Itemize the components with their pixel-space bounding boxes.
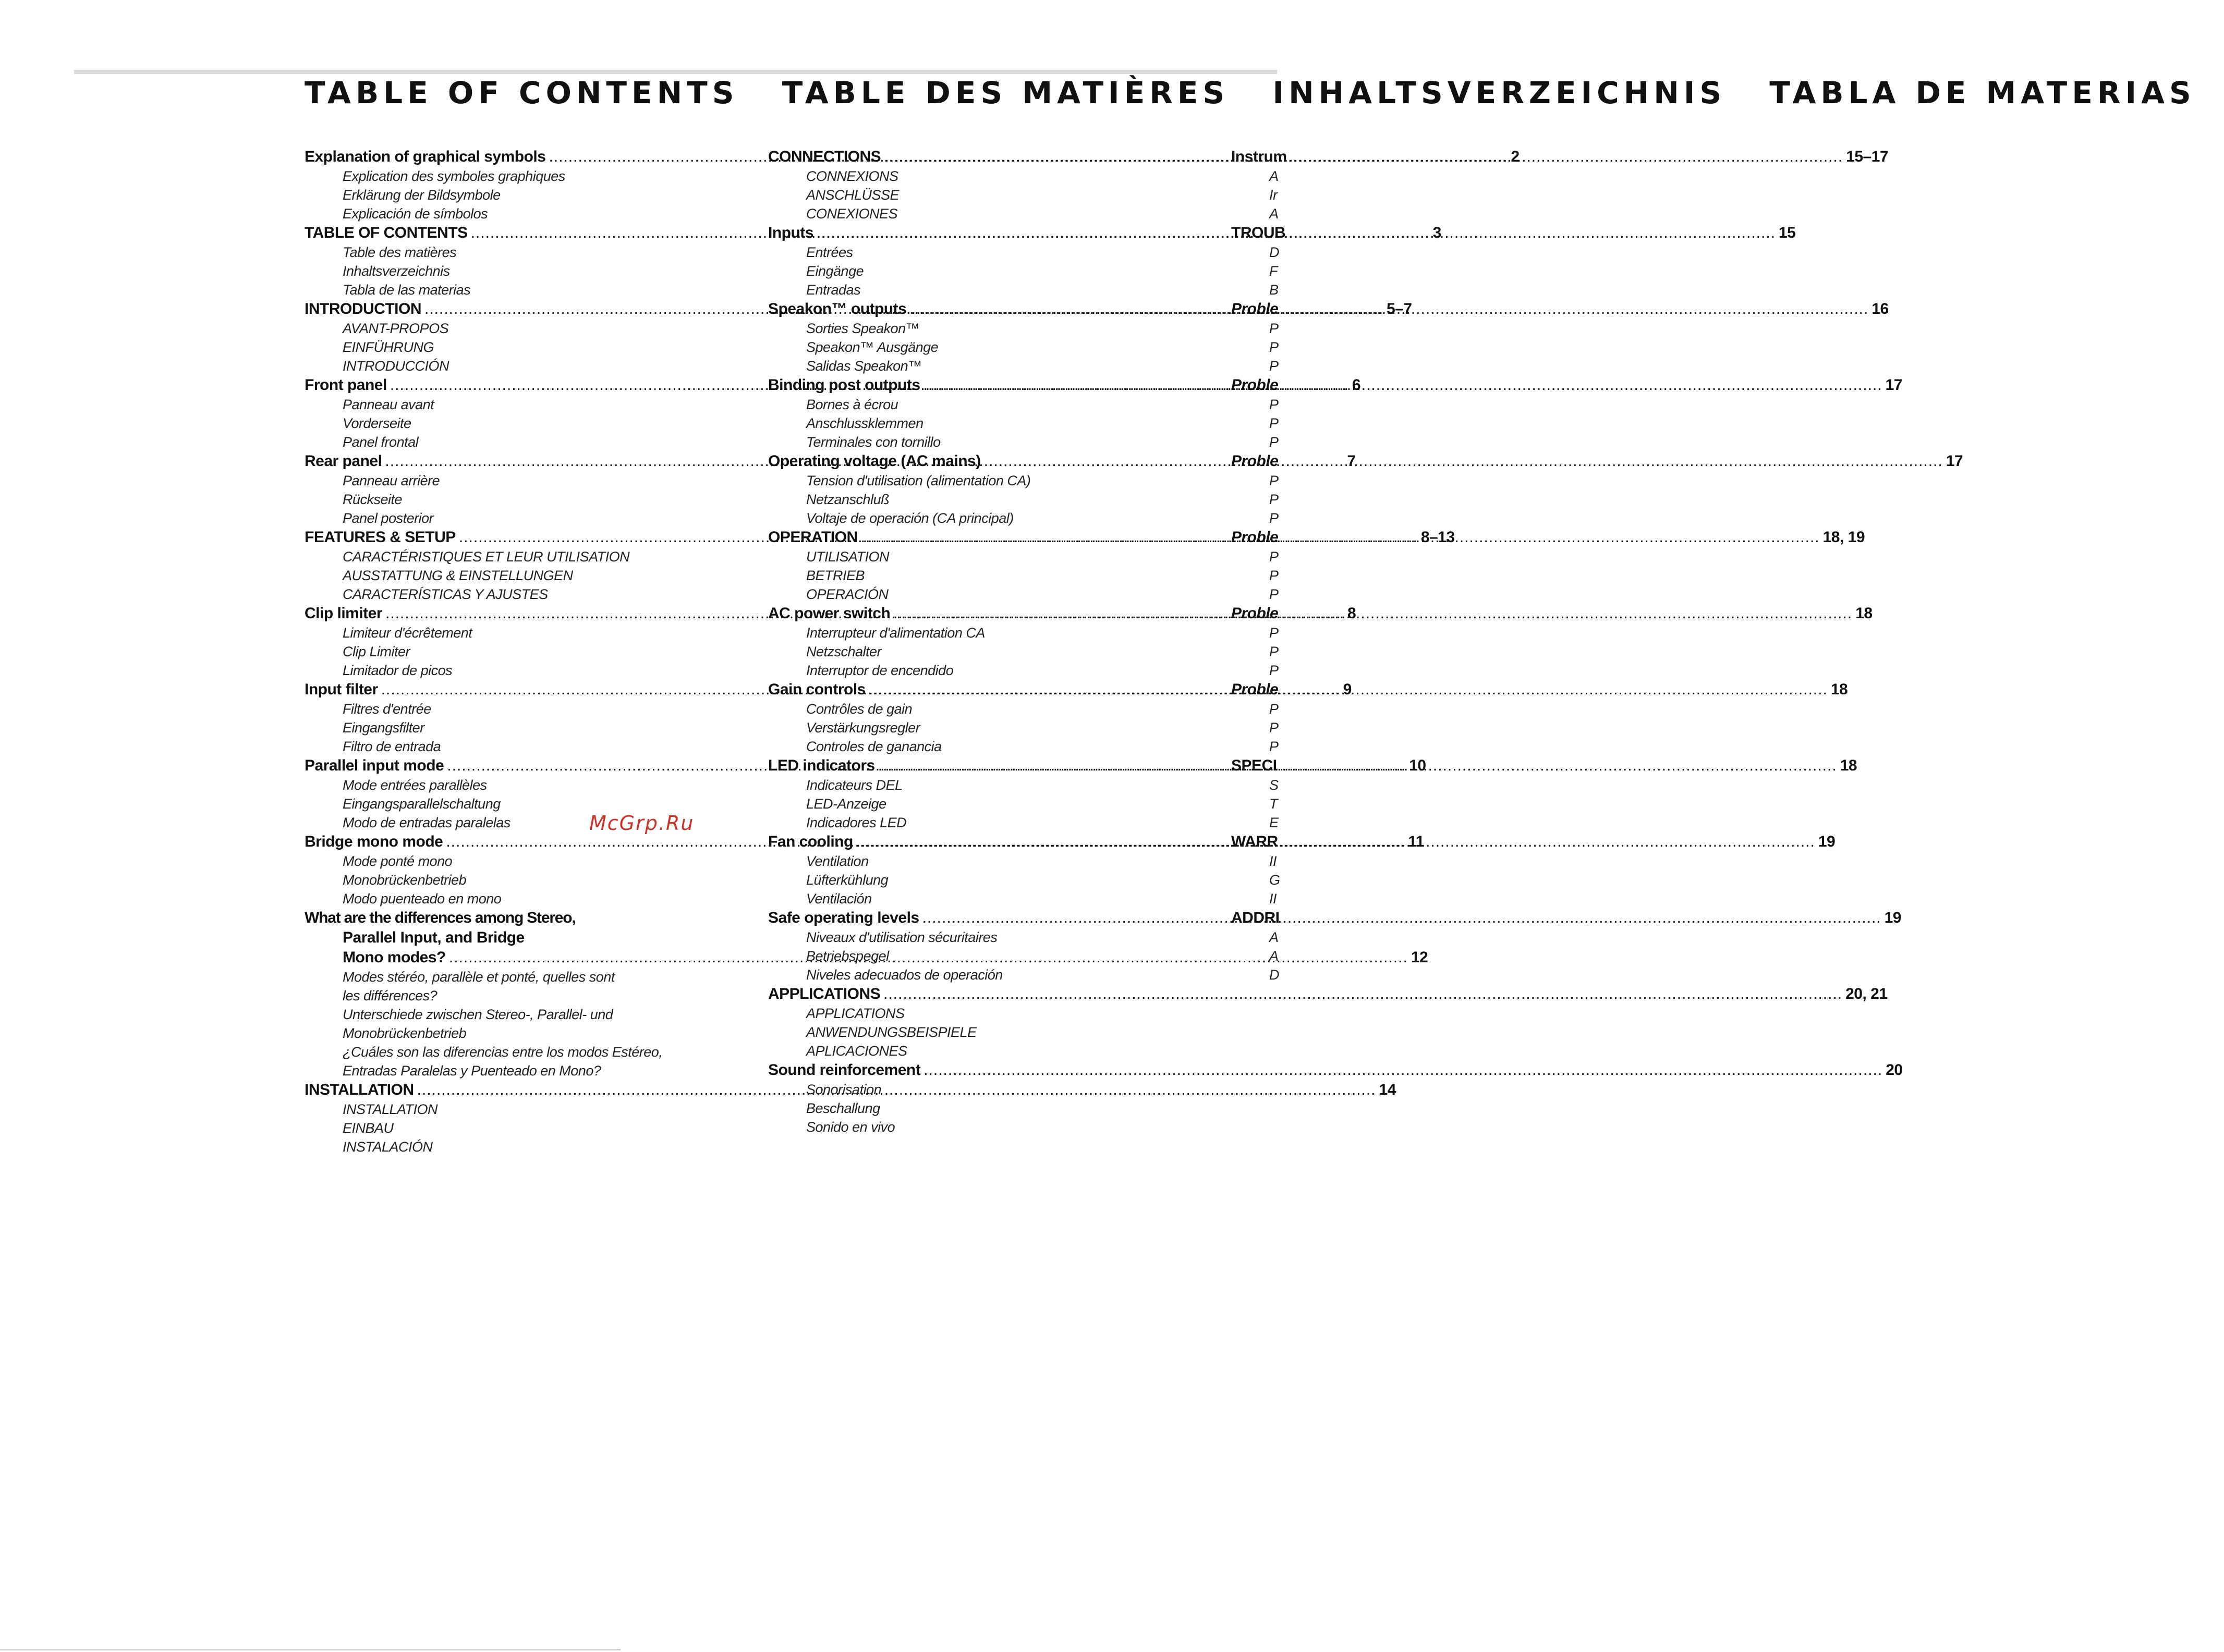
- toc-subentry: P: [1269, 701, 1279, 717]
- toc-subentry: Terminales con tornillo: [806, 434, 941, 450]
- toc-subentry: Panneau avant: [343, 397, 434, 412]
- toc-subentry: P: [1269, 510, 1279, 526]
- toc-subentry: P: [1269, 644, 1279, 659]
- toc-entry-title: Speakon™ outputs: [768, 300, 907, 317]
- header-title-es: TABLA DE MATERIAS: [1769, 75, 2196, 111]
- toc-subentry: Verstärkungsregler: [806, 720, 920, 736]
- toc-subentry: AVANT-PROPOS: [343, 321, 449, 336]
- toc-entry-title: What are the differences among Stereo,: [305, 909, 576, 926]
- toc-subentry: Entrées: [806, 244, 853, 260]
- toc-subentry: Ventilation: [806, 853, 869, 869]
- toc-subentry: P: [1269, 625, 1279, 641]
- toc-entry-title: Explanation of graphical symbols: [305, 148, 546, 165]
- toc-subentry: Indicadores LED: [806, 815, 907, 830]
- toc-subentry: EINFÜHRUNG: [343, 339, 434, 355]
- toc-subentry: Niveles adecuados de operación: [806, 967, 1003, 983]
- toc-entry-page: 19: [1818, 833, 1836, 850]
- toc-subentry: Eingänge: [806, 263, 864, 279]
- toc-entry-differences-line2[interactable]: [305, 928, 656, 948]
- toc-subentry: Netzanschluß: [806, 492, 890, 507]
- toc-subentry: Mode entrées parallèles: [343, 777, 487, 793]
- toc-subentry: S: [1269, 777, 1279, 793]
- toc-subentry: Voltaje de operación (CA principal): [806, 510, 1014, 526]
- toc-entry-title: OPERATION: [768, 529, 858, 546]
- toc-subentry: BETRIEB: [806, 568, 865, 583]
- toc-entry-title: Binding post outputs: [768, 376, 920, 394]
- toc-entry-page: 8–13: [1420, 529, 1455, 546]
- toc-entry[interactable]: [768, 1060, 1903, 1080]
- toc-subentry: P: [1269, 473, 1279, 488]
- toc-subentry: Limitador de picos: [343, 663, 453, 678]
- toc-entry-clipped[interactable]: [1231, 375, 1294, 395]
- toc-subentry: Clip Limiter: [343, 644, 410, 659]
- toc-subentry: Beschallung: [806, 1100, 880, 1116]
- toc-entry-title: Proble: [1231, 605, 1279, 622]
- toc-subentry: Eingangsfilter: [343, 720, 424, 736]
- toc-subentry: A: [1269, 168, 1279, 184]
- toc-subentry: Entradas Paralelas y Puenteado en Mono?: [343, 1063, 601, 1079]
- toc-subentry: P: [1269, 739, 1279, 754]
- toc-entry-page: 16: [1871, 300, 1889, 317]
- toc-subentry: P: [1269, 492, 1279, 507]
- toc-subentry: Filtres d'entrée: [343, 701, 431, 717]
- toc-subentry: ¿Cuáles son las diferencias entre los modos Estéreo,: [343, 1044, 663, 1060]
- toc-entry-title: Instrum: [1231, 148, 1287, 165]
- toc-subentry: Lüfterkühlung: [806, 872, 889, 888]
- dot-leader: [817, 223, 1776, 243]
- toc-subentry: D: [1269, 244, 1279, 260]
- toc-entry-title: Parallel input mode: [305, 757, 444, 774]
- toc-subentry: B: [1269, 282, 1279, 298]
- toc-entry-clipped[interactable]: [1231, 451, 1294, 471]
- toc-entry-title: CONNECTIONS: [768, 148, 881, 165]
- toc-entry-title: ADDRI: [1231, 909, 1280, 926]
- toc-subentry: P: [1269, 549, 1279, 565]
- toc-subentry: E: [1269, 815, 1279, 830]
- toc-entry-page: 14: [1379, 1081, 1396, 1098]
- toc-subentry: Controles de ganancia: [806, 739, 942, 754]
- toc-entry-title: Bridge mono mode: [305, 833, 443, 850]
- toc-subentry: Anschlussklemmen: [806, 415, 923, 431]
- toc-entry-title: Mono modes?: [343, 949, 446, 966]
- toc-subentry: Modo de entradas paralelas: [343, 815, 511, 830]
- toc-subentry: Filtro de entrada: [343, 739, 441, 754]
- toc-entry-clipped[interactable]: [1231, 756, 1294, 776]
- toc-entry-page: 6: [1352, 376, 1361, 394]
- bottom-rule: [0, 1649, 621, 1650]
- toc-subentry: Interrupteur d'alimentation CA: [806, 625, 985, 641]
- toc-subentry: P: [1269, 663, 1279, 678]
- toc-entry-page: 2: [1511, 148, 1520, 165]
- toc-subentry: les différences?: [343, 988, 437, 1004]
- toc-subentry: CONNEXIONS: [806, 168, 898, 184]
- toc-subentry: T: [1269, 796, 1278, 812]
- toc-subentry: Tension d'utilisation (alimentation CA): [806, 473, 1031, 488]
- toc-entry-title: Proble: [1231, 452, 1279, 470]
- toc-entry-page: 20: [1886, 1061, 1903, 1079]
- toc-entry-title: Proble: [1231, 681, 1279, 698]
- toc-subentry: Speakon™ Ausgänge: [806, 339, 939, 355]
- top-rule: [74, 70, 1277, 74]
- header-title-de: INHALTSVERZEICHNIS: [1272, 75, 1727, 111]
- toc-entry-clipped[interactable]: [1231, 680, 1294, 700]
- toc-subentry: Monobrückenbetrieb: [343, 872, 467, 888]
- toc-entry-title: INTRODUCTION: [305, 300, 421, 317]
- toc-subentry: D: [1269, 967, 1279, 983]
- toc-entry-title: SPECI: [1231, 757, 1277, 774]
- dot-leader: [883, 984, 1842, 1004]
- toc-entry-title: Proble: [1231, 300, 1279, 317]
- toc-subentry: INSTALLATION: [343, 1102, 438, 1117]
- toc-entry-page: 15: [1779, 224, 1796, 241]
- toc-subentry: UTILISATION: [806, 549, 890, 565]
- toc-subentry: P: [1269, 415, 1279, 431]
- toc-entry-page: 10: [1409, 757, 1426, 774]
- toc-subentry: Sonorisation: [806, 1082, 882, 1097]
- toc-entry-title: Proble: [1231, 529, 1279, 546]
- toc-entry-title: LED indicators: [768, 757, 875, 774]
- toc-entry-page: 18, 19: [1822, 529, 1865, 546]
- toc-entry-title: Proble: [1231, 376, 1279, 394]
- toc-entry-title: Front panel: [305, 376, 387, 394]
- toc-entry-differences-line1[interactable]: [305, 908, 656, 928]
- toc-entry-clipped[interactable]: [1231, 223, 1294, 243]
- dot-leader: [893, 604, 1852, 623]
- toc-subentry: APLICACIONES: [806, 1043, 907, 1059]
- toc-subentry: Table des matières: [343, 244, 457, 260]
- dot-leader: [923, 375, 1882, 395]
- toc-column-3: [1231, 147, 1294, 984]
- toc-entry-page: 19: [1884, 909, 1901, 926]
- toc-entry-title: Gain controls: [768, 681, 866, 698]
- toc-entry-title: Parallel Input, and Bridge: [343, 929, 525, 946]
- toc-subentry: Ventilación: [806, 891, 872, 907]
- toc-subentry: INSTALACIÓN: [343, 1139, 433, 1155]
- dot-leader: [909, 299, 1868, 319]
- toc-subentry: Betriebspegel: [806, 948, 889, 964]
- toc-entry-page: 15–17: [1846, 148, 1889, 165]
- toc-entry-page: 18: [1855, 605, 1873, 622]
- toc-subentry: Unterschiede zwischen Stereo-, Parallel- und: [343, 1007, 613, 1022]
- toc-subentry: APPLICATIONS: [806, 1006, 905, 1021]
- toc-entry-page: 3: [1432, 224, 1441, 241]
- toc-subentry: EINBAU: [343, 1120, 394, 1136]
- toc-subentry: P: [1269, 586, 1279, 602]
- toc-entry-clipped[interactable]: [1231, 528, 1294, 547]
- watermark: McGrp.Ru: [589, 812, 695, 835]
- toc-subentry: Limiteur d'écrêtement: [343, 625, 472, 641]
- toc-subentry: CONEXIONES: [806, 206, 898, 222]
- dot-leader: [884, 147, 1843, 167]
- toc-subentry: Ir: [1269, 187, 1278, 203]
- toc-entry-page: 18: [1840, 757, 1857, 774]
- toc-entry-title: Input filter: [305, 681, 378, 698]
- toc-subentry: Bornes à écrou: [806, 397, 898, 412]
- toc-subentry: Inhaltsverzeichnis: [343, 263, 450, 279]
- toc-entry-page: 5–7: [1386, 300, 1412, 317]
- toc-subentry: F: [1269, 263, 1278, 279]
- toc-subentry: P: [1269, 358, 1279, 374]
- toc-subentry: AUSSTATTUNG & EINSTELLUNGEN: [343, 568, 573, 583]
- toc-entry-title: Sound reinforcement: [768, 1061, 921, 1079]
- toc-subentry: Sorties Speakon™: [806, 321, 920, 336]
- toc-subentry: P: [1269, 321, 1279, 336]
- header-title-fr: TABLE DES MATIÈRES: [782, 75, 1230, 111]
- toc-entry-page: 17: [1885, 376, 1902, 394]
- toc-subentry: A: [1269, 206, 1279, 222]
- dot-leader: [861, 528, 1820, 547]
- toc-subentry: Netzschalter: [806, 644, 882, 659]
- toc-entry-page: 9: [1343, 681, 1352, 698]
- toc-entry-clipped[interactable]: [1231, 299, 1294, 319]
- toc-subentry: A: [1269, 929, 1279, 945]
- toc-entry-clipped[interactable]: [1231, 604, 1294, 623]
- toc-entry-page: 18: [1830, 681, 1848, 698]
- toc-subentry: Indicateurs DEL: [806, 777, 903, 793]
- toc-subentry: Mode ponté mono: [343, 853, 453, 869]
- toc-subentry: II: [1269, 853, 1277, 869]
- toc-entry-title: Safe operating levels: [768, 909, 919, 926]
- toc-entry-page: 8: [1347, 605, 1356, 622]
- toc-subentry: Salidas Speakon™: [806, 358, 922, 374]
- toc-subentry: P: [1269, 397, 1279, 412]
- toc-entry-clipped[interactable]: [1231, 147, 1294, 167]
- dot-leader: [869, 680, 1828, 700]
- toc-subentry: Modo puenteado en mono: [343, 891, 502, 907]
- toc-entry-page: 12: [1411, 949, 1428, 966]
- toc-subentry: Interruptor de encendido: [806, 663, 954, 678]
- toc-entry-title: Fan cooling: [768, 833, 853, 850]
- dot-leader: [922, 908, 1881, 928]
- toc-subentry: P: [1269, 720, 1279, 736]
- toc-subentry: Entradas: [806, 282, 861, 298]
- toc-subentry: Panneau arrière: [343, 473, 440, 488]
- toc-subentry: Eingangsparallelschaltung: [343, 796, 501, 812]
- toc-subentry: P: [1269, 339, 1279, 355]
- toc-subentry: Explicación de símbolos: [343, 206, 488, 222]
- toc-entry-page: 17: [1946, 452, 1963, 470]
- toc-entry-title: Operating voltage (AC mains): [768, 452, 981, 470]
- header-title-en: TABLE OF CONTENTS: [305, 75, 739, 111]
- toc-subentry: Sonido en vivo: [806, 1119, 895, 1135]
- toc-subentry: LED-Anzeige: [806, 796, 886, 812]
- toc-entry-page: 11: [1408, 833, 1425, 850]
- dot-leader: [923, 1060, 1882, 1080]
- toc-subentry: CARACTÉRISTIQUES ET LEUR UTILISATION: [343, 549, 630, 565]
- toc-subentry: A: [1269, 948, 1279, 964]
- toc-entry-title: INSTALLATION: [305, 1081, 414, 1098]
- toc-entry-title: APPLICATIONS: [768, 985, 881, 1002]
- toc-entry-title: FEATURES & SETUP: [305, 529, 456, 546]
- toc-subentry: P: [1269, 568, 1279, 583]
- toc-entry[interactable]: [768, 984, 1888, 1004]
- toc-subentry: OPERACIÓN: [806, 586, 889, 602]
- toc-subentry: Erklärung der Bildsymbole: [343, 187, 501, 203]
- toc-subentry: CARACTERÍSTICAS Y AJUSTES: [343, 586, 548, 602]
- toc-subentry: G: [1269, 872, 1280, 888]
- toc-subentry: Explication des symboles graphiques: [343, 168, 565, 184]
- toc-entry-title: TROUB: [1231, 224, 1286, 241]
- toc-subentry: ANSCHLÜSSE: [806, 187, 900, 203]
- toc-entry-title: Inputs: [768, 224, 813, 241]
- toc-subentry: Tabla de las materias: [343, 282, 471, 298]
- toc-subentry: Rückseite: [343, 492, 403, 507]
- toc-subentry: Niveaux d'utilisation sécuritaires: [806, 929, 998, 945]
- toc-entry-page: 7: [1347, 452, 1356, 470]
- toc-entry-title: AC power switch: [768, 605, 891, 622]
- toc-subentry: P: [1269, 434, 1279, 450]
- toc-entry-title: Rear panel: [305, 452, 382, 470]
- dot-leader: [878, 756, 1837, 776]
- toc-entry-title: Clip limiter: [305, 605, 383, 622]
- toc-subentry: Panel posterior: [343, 510, 434, 526]
- toc-subentry: Panel frontal: [343, 434, 419, 450]
- toc-subentry: II: [1269, 891, 1277, 907]
- toc-entry-clipped[interactable]: [1231, 832, 1294, 852]
- toc-entry-page: 20, 21: [1845, 985, 1888, 1002]
- toc-entry-clipped[interactable]: [1231, 908, 1294, 928]
- page-header: [305, 75, 2196, 117]
- toc-subentry: ANWENDUNGSBEISPIELE: [806, 1024, 977, 1040]
- dot-leader: [984, 451, 1943, 471]
- toc-entry-title: TABLE OF CONTENTS: [305, 224, 468, 241]
- toc-subentry: INTRODUCCIÓN: [343, 358, 449, 374]
- toc-subentry: Monobrückenbetrieb: [343, 1025, 467, 1041]
- toc-subentry: Modes stéréo, parallèle et ponté, quelles sont: [343, 969, 615, 985]
- toc-entry-title: WARR: [1231, 833, 1278, 850]
- dot-leader: [856, 832, 1815, 852]
- toc-subentry: Contrôles de gain: [806, 701, 913, 717]
- toc-subentry: Vorderseite: [343, 415, 411, 431]
